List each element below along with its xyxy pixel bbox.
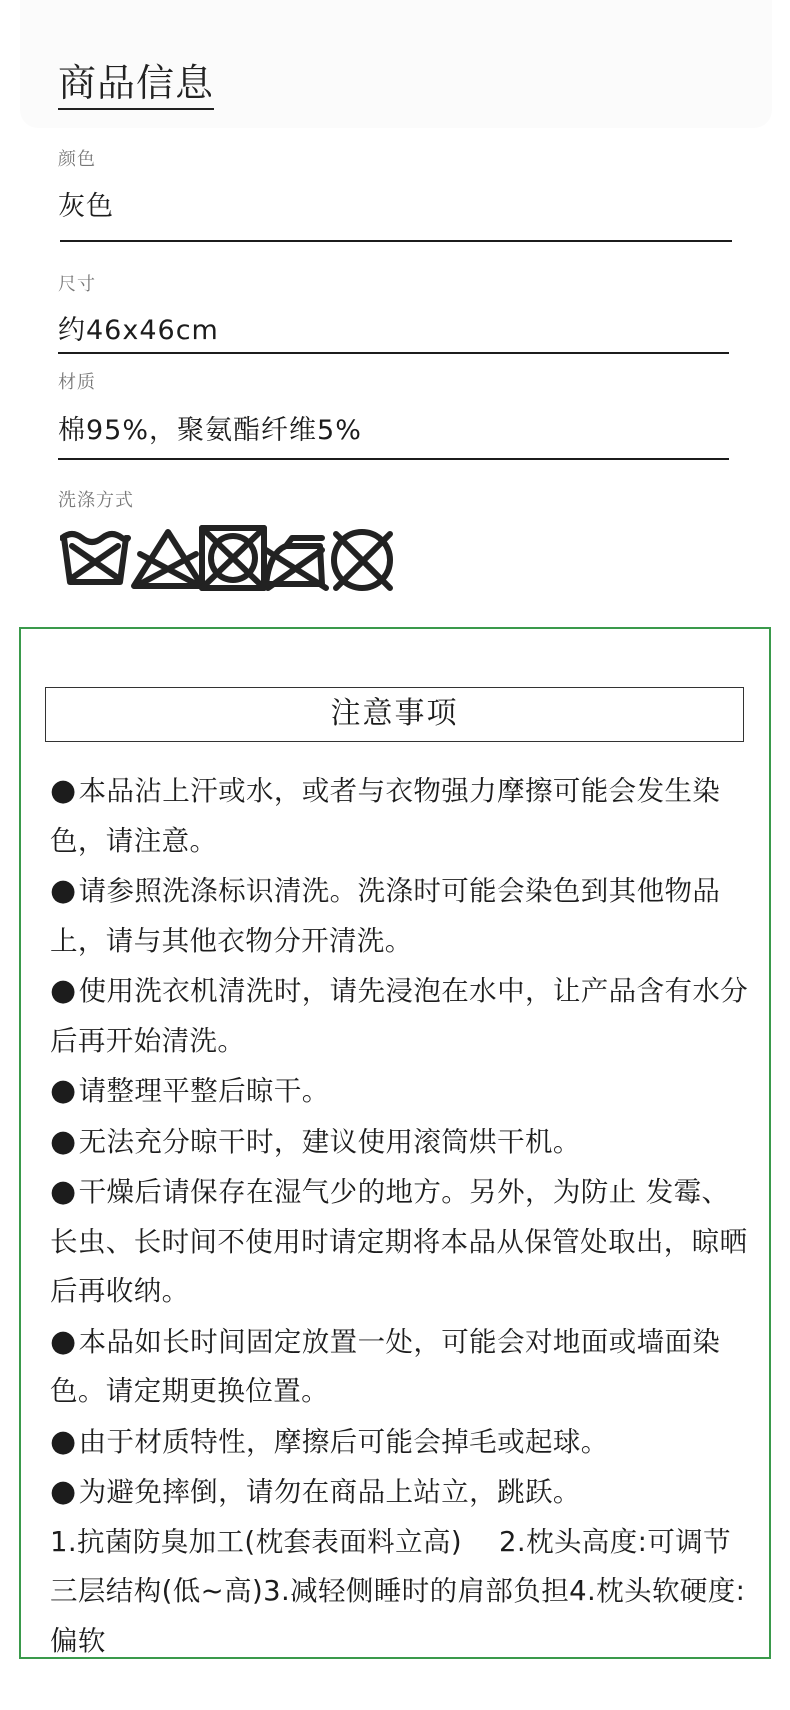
color-label: 颜色 [58,149,96,170]
list-item [50,1167,750,1317]
wash-label: 洗涤方式 [58,490,134,511]
bullet-icon: ● [50,1323,77,1359]
divider [58,458,729,460]
notice-item-text: 请参照洗涤标识清洗。洗涤时可能会染色到其他物品上，请与其他衣物分开清洗。 [50,875,721,957]
notice-title: 注意事项 [45,687,744,742]
bullet-icon: ● [50,973,77,1008]
notice-item-text: 无法充分晾干时，建议使用滚筒烘干机。 [78,1125,581,1158]
list-item [50,1317,750,1417]
notice-item-text: 本品沾上汗或水，或者与衣物强力摩擦可能会发生染色，请注意。 [50,775,721,857]
page-title: 商品信息 [58,60,214,110]
notice-item-text: 使用洗衣机清洗时，请先浸泡在水中，让产品含有水分后再开始清洗。 [50,975,749,1057]
bullet-icon: ● [50,1073,77,1108]
notice-item-text: 本品如长时间固定放置一处，可能会对地面或墙面染色。请定期更换位置。 [50,1325,721,1407]
list-item [50,966,750,1066]
bullet-icon: ● [50,1174,77,1209]
notice-item-text: 由于材质特性，摩擦后可能会掉毛或起球。 [78,1425,609,1458]
material-value: 棉95%，聚氨酯纤维5% [58,415,362,446]
size-value: 约46x46cm [58,315,219,346]
list-item [50,1117,750,1168]
list-item [50,866,750,966]
list-item [50,1467,750,1518]
no-bleach-icon [134,532,202,586]
color-value: 灰色 [58,191,114,222]
notice-item-text: 请整理平整后晾干。 [78,1075,330,1107]
size-label: 尺寸 [58,274,96,295]
divider [60,240,732,242]
list-item [50,1066,750,1117]
tumble-dry-icon [202,528,264,588]
bullet-icon: ● [50,773,77,808]
features-text: 1.抗菌防臭加工(枕套表面料立高) 2.枕头高度:可调节三层结构(低~高)3.减轻侧睡时的肩部负担4.枕头软硬度: 偏软 [50,1525,746,1657]
wash-symbols [60,522,412,592]
bullet-icon: ● [50,1123,77,1159]
hand-wash-icon [62,534,128,582]
list-item [50,766,750,866]
material-label: 材质 [58,372,96,393]
notice-item-text: 干燥后请保存在湿气少的地方。另外，为防止 发霉、长虫、长时间不使用时请定期将本品从保管处取出，晾晒后再收纳。 [50,1176,748,1307]
notice-list [50,766,750,1666]
no-dry-clean-icon [334,532,390,588]
divider [58,352,729,354]
bullet-icon: ● [50,1423,77,1459]
no-iron-icon [266,538,326,588]
bullet-icon: ● [50,1474,77,1509]
list-item [50,1417,750,1468]
notice-item-text: 为避免摔倒，请勿在商品上站立，跳跃。 [78,1476,581,1508]
bullet-icon: ● [50,873,77,908]
